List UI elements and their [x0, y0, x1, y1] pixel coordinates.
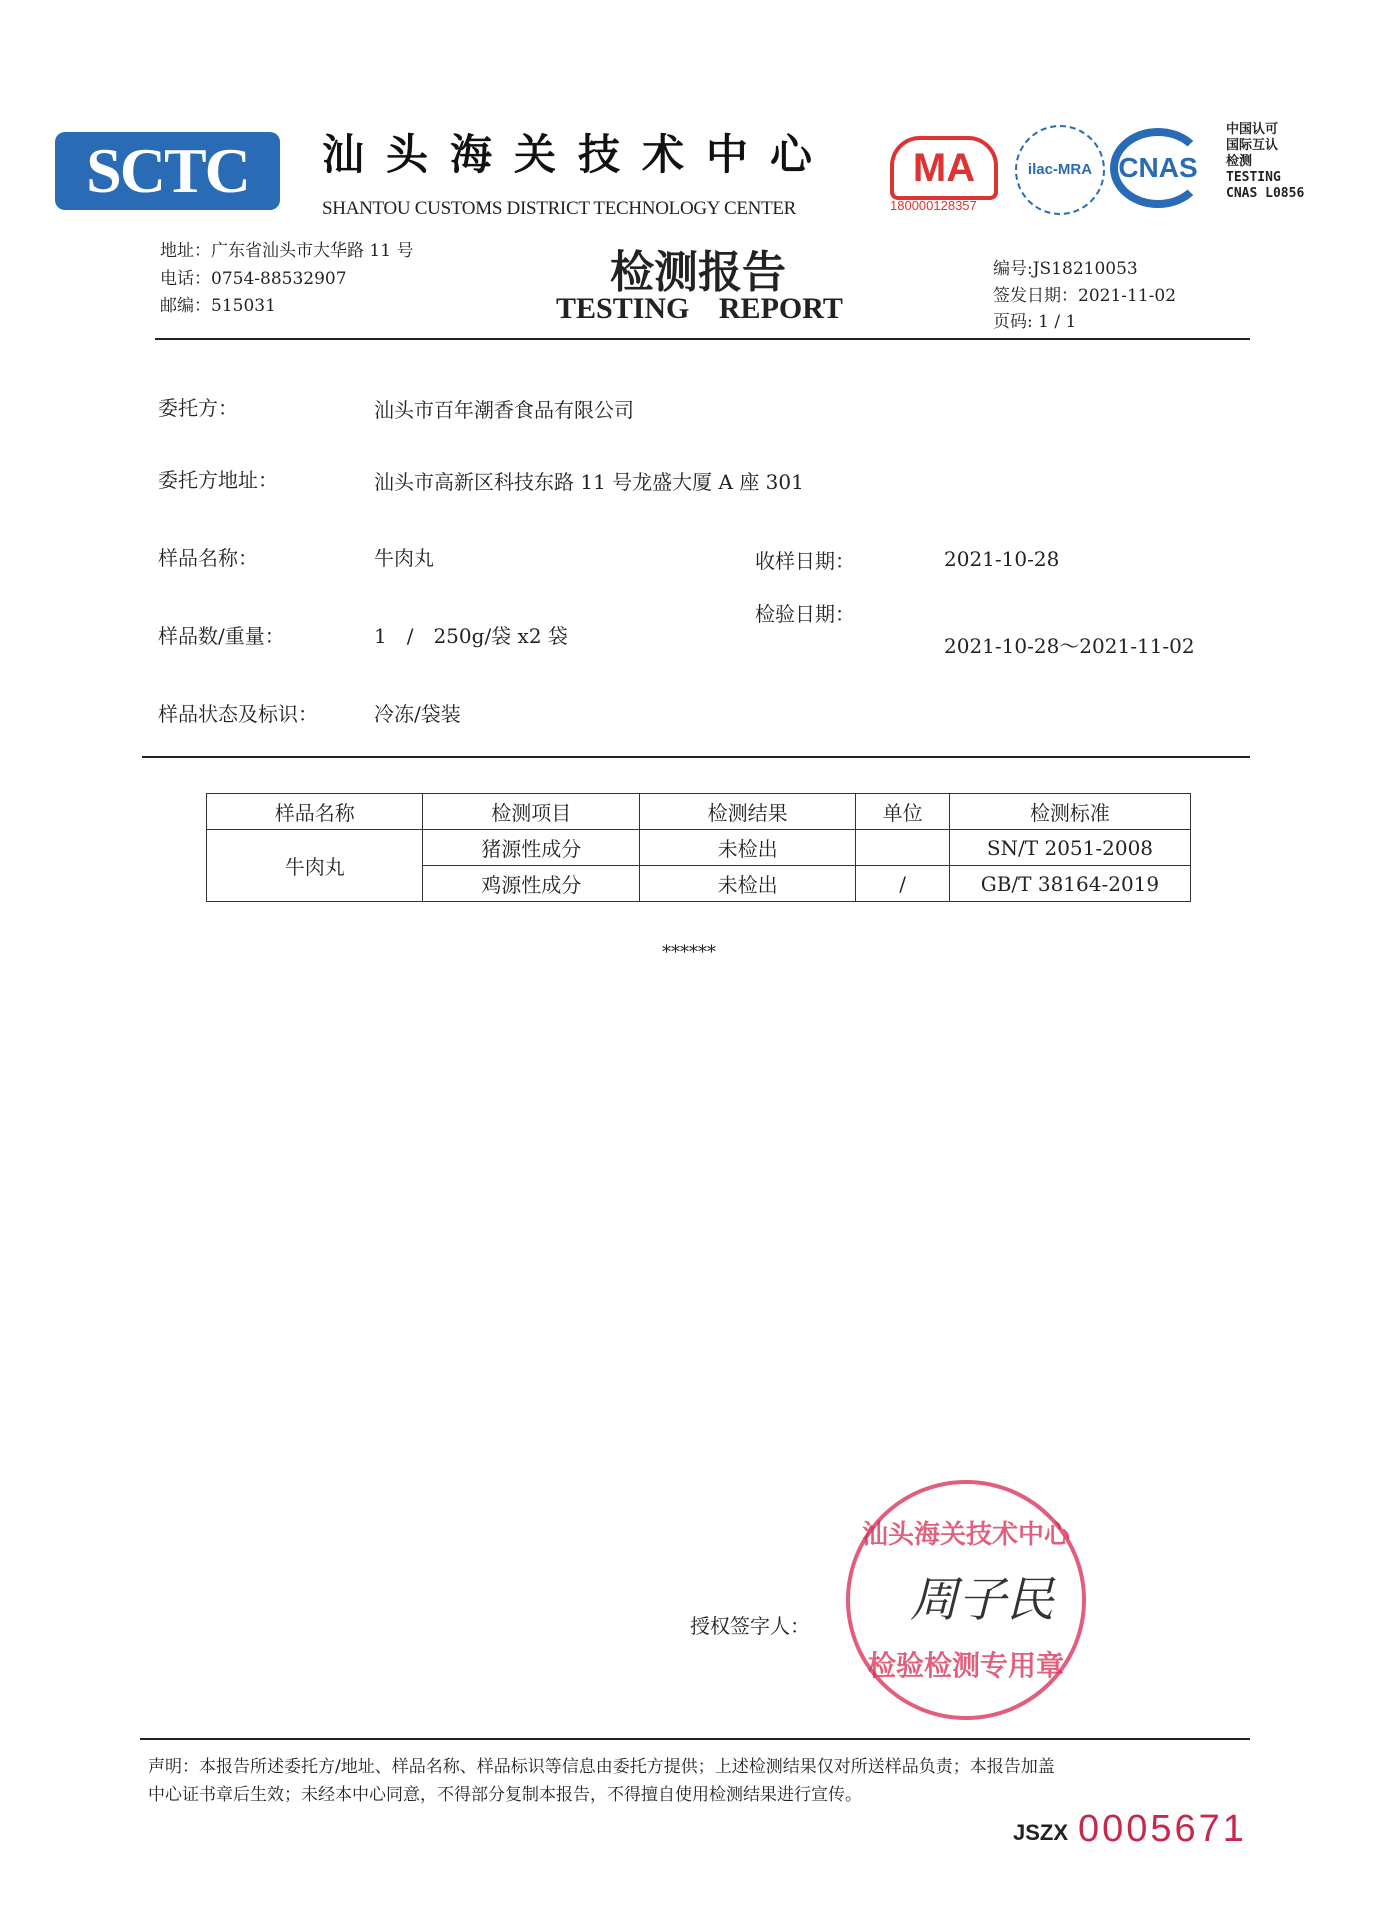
sample-name-cell: 牛肉丸: [207, 830, 423, 902]
address: 地址：广东省汕头市大华路 11 号: [160, 241, 414, 261]
cnas-accreditation-text: [1226, 122, 1304, 202]
sample-state-value: 冷冻/袋装: [374, 702, 461, 726]
phone: 电话：0754-88532907: [160, 269, 347, 289]
postcode: 邮编：515031: [160, 296, 276, 316]
signature: 周子民: [910, 1572, 1055, 1628]
unit-cell: [856, 830, 949, 866]
disclaimer-line-1: 声明：本报告所述委托方/地址、样品名称、样品标识等信息由委托方提供；上述检测结果仅对所送样品负责；本报告加盖: [148, 1757, 1055, 1777]
cnas-line: CNAS L0856: [1226, 186, 1305, 201]
authorized-signer-label: 授权签字人：: [690, 1614, 810, 1638]
quantity-value: 1 / 250g/袋 x2 袋: [374, 624, 568, 648]
result-cell: 未检出: [639, 830, 855, 866]
issue-date: 签发日期：2021-11-02: [993, 286, 1177, 306]
standard-cell: GB/T 38164-2019: [949, 866, 1190, 902]
seal-text-top: 汕头海关技术中心: [862, 1520, 1071, 1550]
org-name-cn: 汕头海关技术中心: [322, 130, 835, 179]
cnas-line: 国际互认: [1226, 138, 1279, 153]
column-header: 检测项目: [423, 794, 639, 830]
sample-state-label: 样品状态及标识：: [158, 702, 318, 726]
disclaimer-line-2: 中心证书章后生效；未经本中心同意，不得部分复制本报告，不得擅自使用检测结果进行宣传。: [148, 1785, 862, 1805]
receive-date-value: 2021-10-28: [944, 547, 1060, 571]
quantity-label: 样品数/重量：: [158, 624, 285, 648]
test-date-label: 检验日期：: [755, 602, 855, 626]
client-address-value: 汕头市高新区科技东路 11 号龙盛大厦 A 座 301: [374, 470, 804, 494]
sample-name-label: 样品名称：: [158, 546, 258, 570]
item-cell: 猪源性成分: [423, 830, 639, 866]
page-number: 页码: 1 / 1: [993, 312, 1077, 332]
cnas-line: 中国认可: [1226, 122, 1279, 137]
ilac-mra-logo: ilac-MRA: [1015, 125, 1105, 215]
column-header: 检测结果: [639, 794, 855, 830]
header-divider: [155, 338, 1250, 340]
sample-name-value: 牛肉丸: [374, 546, 434, 570]
item-cell: 鸡源性成分: [423, 866, 639, 902]
cnas-logo: CNAS: [1110, 128, 1206, 208]
cma-number: 180000128357: [890, 198, 977, 213]
results-table: [206, 793, 1191, 902]
column-header: 单位: [856, 794, 949, 830]
report-title-cn: 检测报告: [610, 247, 786, 298]
serial-prefix: JSZX: [1013, 1820, 1069, 1845]
report-number: 编号:JS18210053: [993, 259, 1138, 279]
column-header: 样品名称: [207, 794, 423, 830]
table-row: [207, 830, 1191, 866]
client-address-label: 委托方地址：: [158, 468, 278, 492]
receive-date-label: 收样日期：: [755, 549, 855, 573]
client-label: 委托方：: [158, 396, 238, 420]
org-name-en: SHANTOU CUSTOMS DISTRICT TECHNOLOGY CENTER: [322, 198, 797, 219]
cnas-line: TESTING: [1226, 170, 1281, 185]
cnas-line: 检测: [1226, 154, 1253, 169]
serial-number: 0005671: [1078, 1808, 1247, 1850]
sctc-logo: SCTC: [55, 132, 280, 210]
report-title-en: TESTING REPORT: [556, 292, 843, 325]
end-mark: ******: [662, 942, 716, 963]
column-header: 检测标准: [949, 794, 1190, 830]
unit-cell: /: [856, 866, 949, 902]
fields-divider: [142, 756, 1250, 758]
client-value: 汕头市百年潮香食品有限公司: [374, 398, 634, 422]
cma-logo: MA: [890, 136, 998, 200]
seal-text-bottom: 检验检测专用章: [867, 1649, 1064, 1682]
table-header-row: [207, 794, 1191, 830]
standard-cell: SN/T 2051-2008: [949, 830, 1190, 866]
test-date-value: 2021-10-28～2021-11-02: [944, 634, 1195, 658]
result-cell: 未检出: [639, 866, 855, 902]
footer-divider: [140, 1738, 1250, 1740]
